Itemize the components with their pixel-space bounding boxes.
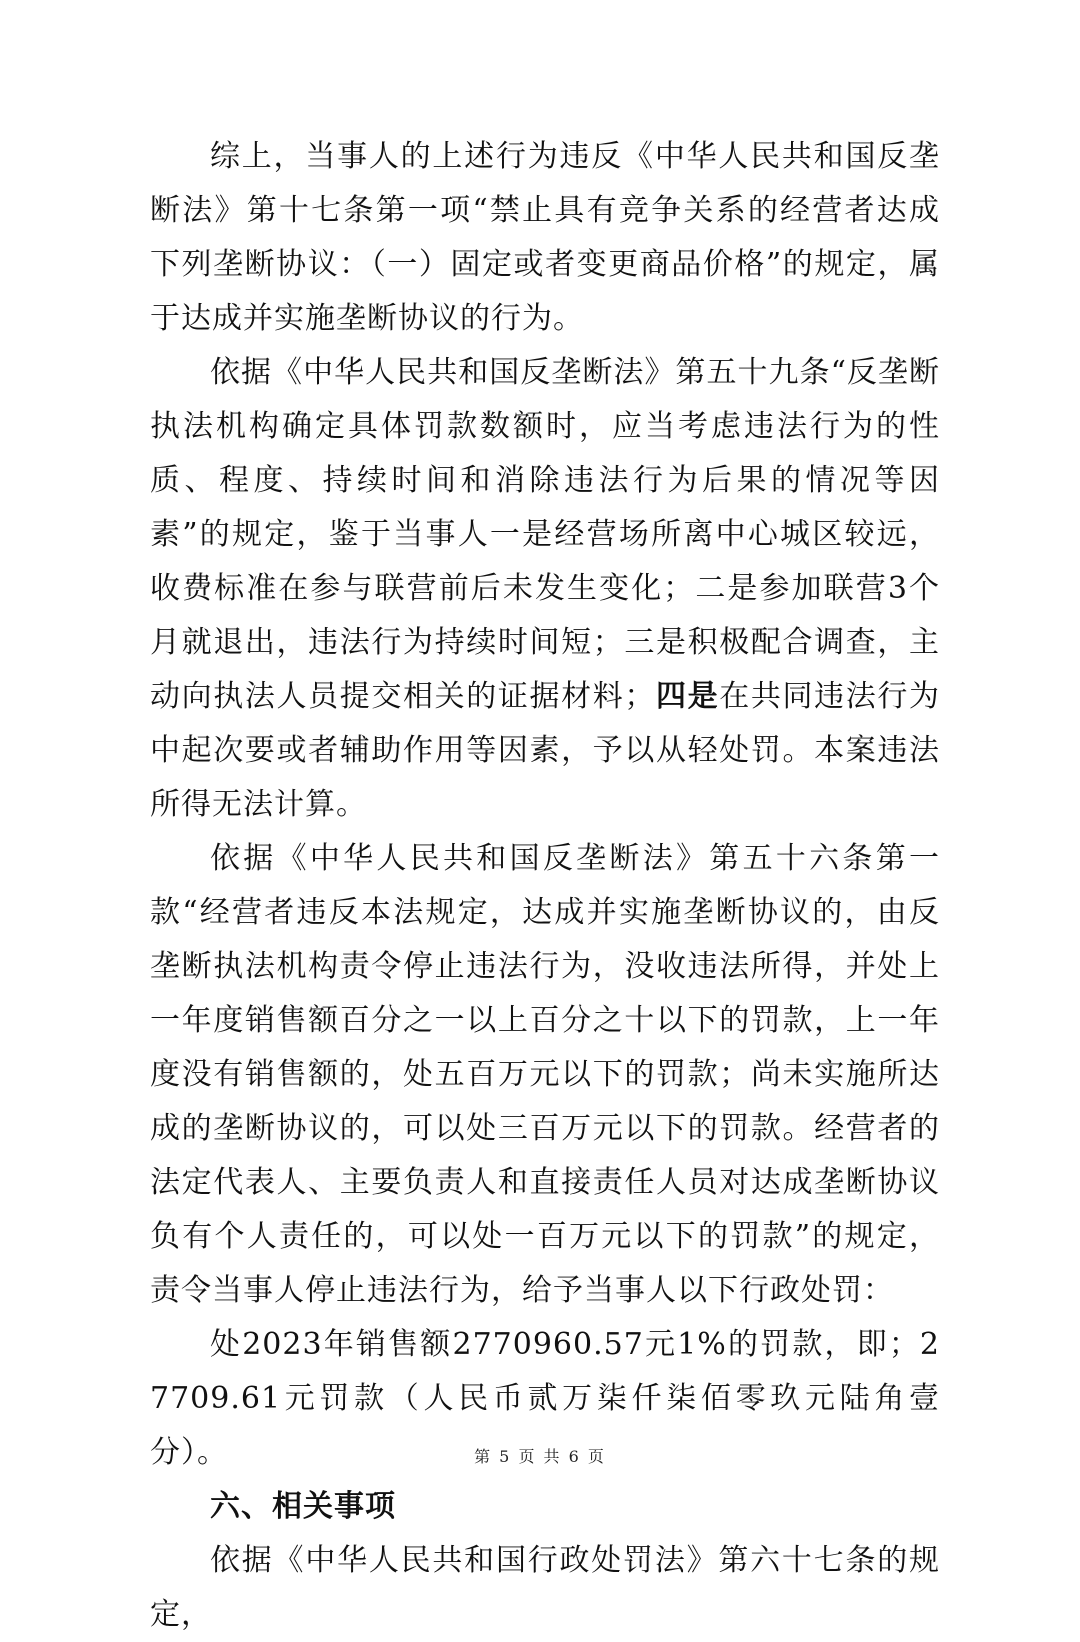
paragraph-related-matters: 依据《中华人民共和国行政处罚法》第六十七条的规定， — [150, 1543, 940, 1632]
paragraph-penalty-basis — [150, 346, 940, 832]
paragraph-fine-amount: 处2023年销售额2770960.57元1%的罚款，即；27709.61元罚款（人民币贰万柒仟柒佰零玖元陆角壹分）。 — [150, 1327, 940, 1470]
paragraph-legal-provision: 依据《中华人民共和国反垄断法》第五十六条第一款“经营者违反本法规定，达成并实施垄断协议的，由反垄断执法机构责令停止违法行为，没收违法所得，并处上一年度销售额百分之一以上百分之十以下的罚款，上一年度没有销售额的，处五百万元以下的罚款；尚未实施所达成的垄断协议的，可以处三百万元以下的罚款。经营者的法定代表人、主要负责人和直接责任人员对达成垄断协议负有个人责任的，可以处一百万元以下的罚款”的规定，责令当事人停止违法行为，给予当事人以下行政处罚： — [150, 841, 940, 1308]
section-heading-related-matters: 六、相关事项 — [210, 1489, 396, 1524]
paragraph-penalty-basis-text: 依据《中华人民共和国反垄断法》第五十九条“反垄断执法机构确定具体罚款数额时，应当考虑违法行为的性质、程度、持续时间和消除违法行为后果的情况等因素”的规定，鉴于当事人一是经营场所离中心城区较远，收费标准在参与联营前后未发生变化；二是参加联营3个月就退出，违法行为持续时间短；三是积极配合调查，主动向执法人员提交相关的证据材料； — [150, 355, 940, 714]
paragraph-penalty-basis-tail: 在共同违法行为中起次要或者辅助作用等因素，予以从轻处罚。本案违法所得无法计算。 — [150, 679, 940, 822]
paragraph-violation-conclusion: 综上，当事人的上述行为违反《中华人民共和国反垄断法》第十七条第一项“禁止具有竞争关系的经营者达成下列垄断协议：（一）固定或者变更商品价格”的规定，属于达成并实施垄断协议的行为。 — [150, 139, 940, 336]
paragraph-penalty-basis-strong-lead: 四是 — [655, 679, 720, 714]
page-number-footer: 第 5 页 共 6 页 — [474, 1447, 606, 1466]
document-body — [150, 130, 940, 1642]
